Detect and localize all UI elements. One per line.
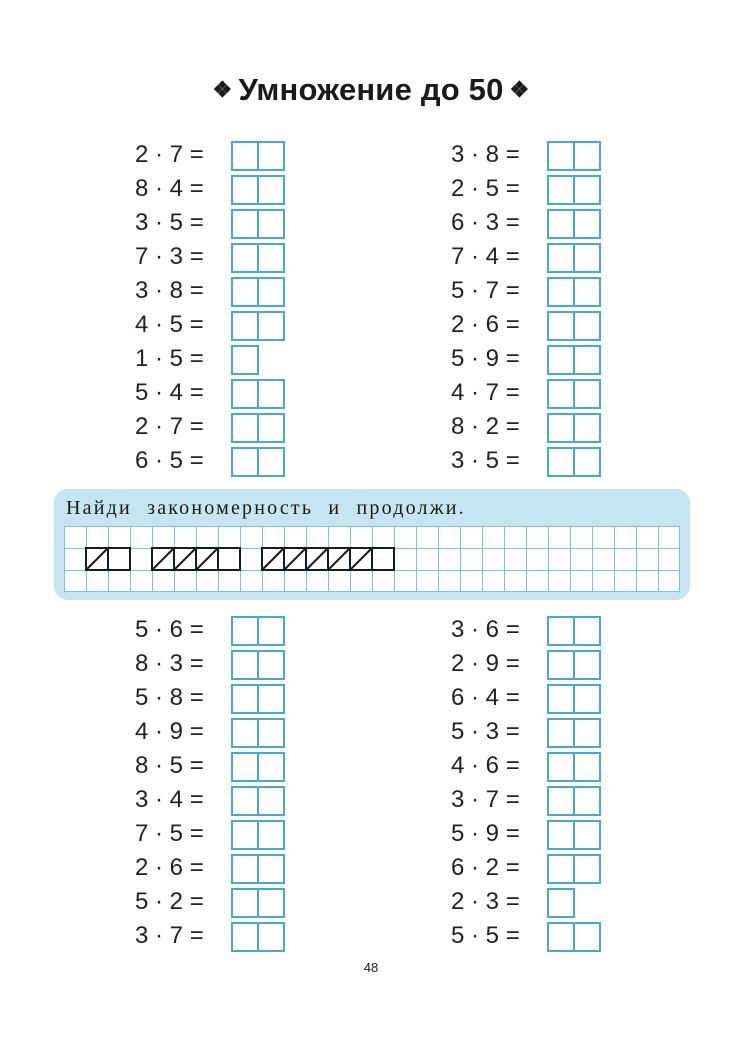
answer-cell[interactable]: [573, 413, 601, 443]
answer-cell[interactable]: [257, 616, 285, 646]
answer-cell[interactable]: [547, 616, 575, 646]
multiplication-expression: 3 · 5 =: [451, 447, 520, 474]
answer-cell[interactable]: [257, 820, 285, 850]
answer-boxes[interactable]: [231, 141, 285, 169]
answer-boxes[interactable]: [547, 854, 601, 882]
answer-boxes[interactable]: [547, 684, 601, 712]
answer-boxes[interactable]: [231, 243, 285, 271]
pattern-square: [372, 548, 394, 570]
answer-cell[interactable]: [257, 209, 285, 239]
multiplication-expression: 2 · 6 =: [451, 311, 520, 338]
multiplication-expression: 8 · 2 =: [451, 413, 520, 440]
pattern-slash: [86, 548, 108, 570]
answer-cell[interactable]: [547, 684, 575, 714]
answer-boxes[interactable]: [231, 175, 285, 203]
answer-cell[interactable]: [547, 379, 575, 409]
answer-cell[interactable]: [547, 854, 575, 884]
answer-boxes[interactable]: [231, 209, 285, 237]
multiplication-expression: 6 · 3 =: [451, 209, 520, 236]
answer-cell[interactable]: [257, 650, 285, 680]
answer-boxes[interactable]: [231, 345, 259, 373]
answer-cell[interactable]: [573, 379, 601, 409]
answer-cell[interactable]: [547, 311, 575, 341]
answer-cell[interactable]: [257, 243, 285, 273]
answer-cell[interactable]: [231, 413, 259, 443]
answer-cell[interactable]: [547, 650, 575, 680]
answer-cell[interactable]: [231, 684, 259, 714]
answer-cell[interactable]: [257, 277, 285, 307]
answer-boxes[interactable]: [547, 820, 601, 848]
answer-cell[interactable]: [573, 311, 601, 341]
answer-boxes[interactable]: [547, 243, 601, 271]
pattern-slash: [328, 548, 350, 570]
answer-cell[interactable]: [257, 447, 285, 477]
answer-cell[interactable]: [231, 379, 259, 409]
pattern-square: [108, 548, 130, 570]
answer-boxes[interactable]: [547, 379, 601, 407]
answer-cell[interactable]: [573, 209, 601, 239]
multiplication-expression: 2 · 7 =: [135, 413, 204, 440]
answer-cell[interactable]: [547, 413, 575, 443]
answer-cell[interactable]: [547, 820, 575, 850]
answer-boxes[interactable]: [547, 447, 601, 475]
pattern-slash: [174, 548, 196, 570]
answer-boxes[interactable]: [231, 413, 285, 441]
answer-boxes[interactable]: [231, 684, 285, 712]
multiplication-expression: 3 · 8 =: [135, 277, 204, 304]
answer-cell[interactable]: [547, 345, 575, 375]
multiplication-expression: 6 · 4 =: [451, 684, 520, 711]
answer-cell[interactable]: [573, 684, 601, 714]
answer-cell[interactable]: [547, 175, 575, 205]
multiplication-expression: 2 · 7 =: [135, 141, 204, 168]
pattern-task-panel: [54, 489, 690, 600]
answer-cell[interactable]: [573, 345, 601, 375]
answer-cell[interactable]: [547, 922, 575, 952]
multiplication-expression: 8 · 5 =: [135, 752, 204, 779]
pattern-slash: [284, 548, 306, 570]
answer-boxes[interactable]: [231, 820, 285, 848]
answer-cell[interactable]: [573, 141, 601, 171]
answer-boxes[interactable]: [547, 922, 601, 950]
multiplication-expression: 5 · 9 =: [451, 820, 520, 847]
answer-cell[interactable]: [231, 141, 259, 171]
multiplication-expression: 5 · 7 =: [451, 277, 520, 304]
pattern-slash: [152, 548, 174, 570]
answer-boxes[interactable]: [547, 888, 575, 916]
page-title-text: Умножение до 50: [238, 72, 504, 107]
answer-cell[interactable]: [231, 447, 259, 477]
answer-cell[interactable]: [231, 277, 259, 307]
answer-boxes[interactable]: [231, 718, 285, 746]
answer-cell[interactable]: [547, 752, 575, 782]
multiplication-expression: 7 · 4 =: [451, 243, 520, 270]
multiplication-expression: 5 · 9 =: [451, 345, 520, 372]
answer-cell[interactable]: [257, 379, 285, 409]
multiplication-expression: 8 · 4 =: [135, 175, 204, 202]
answer-cell[interactable]: [231, 616, 259, 646]
page-title: [0, 72, 742, 108]
answer-cell[interactable]: [573, 718, 601, 748]
pattern-slash: [196, 548, 218, 570]
multiplication-expression: 3 · 6 =: [451, 616, 520, 643]
answer-cell[interactable]: [257, 786, 285, 816]
answer-boxes[interactable]: [231, 752, 285, 780]
pattern-square: [218, 548, 240, 570]
answer-boxes[interactable]: [231, 311, 285, 339]
answer-cell[interactable]: [573, 922, 601, 952]
multiplication-expression: 3 · 5 =: [135, 209, 204, 236]
pattern-slash: [262, 548, 284, 570]
multiplication-expression: 6 · 2 =: [451, 854, 520, 881]
answer-cell[interactable]: [257, 888, 285, 918]
multiplication-expression: 5 · 8 =: [135, 684, 204, 711]
answer-cell[interactable]: [231, 752, 259, 782]
ornament-icon: ❖: [212, 77, 233, 102]
answer-cell[interactable]: [573, 786, 601, 816]
multiplication-expression: 5 · 5 =: [451, 922, 520, 949]
answer-cell[interactable]: [257, 922, 285, 952]
pattern-slash: [306, 548, 328, 570]
multiplication-expression: 1 · 5 =: [135, 345, 204, 372]
answer-cell[interactable]: [573, 243, 601, 273]
answer-boxes[interactable]: [547, 175, 601, 203]
answer-boxes[interactable]: [231, 616, 285, 644]
answer-boxes[interactable]: [547, 650, 601, 678]
answer-boxes[interactable]: [547, 277, 601, 305]
answer-cell[interactable]: [257, 752, 285, 782]
multiplication-expression: 5 · 2 =: [135, 888, 204, 915]
answer-boxes[interactable]: [231, 277, 285, 305]
answer-cell[interactable]: [573, 854, 601, 884]
multiplication-expression: 3 · 7 =: [451, 786, 520, 813]
answer-boxes[interactable]: [231, 650, 285, 678]
multiplication-expression: 4 · 7 =: [451, 379, 520, 406]
answer-boxes[interactable]: [547, 616, 601, 644]
answer-boxes[interactable]: [231, 854, 285, 882]
answer-cell[interactable]: [231, 888, 259, 918]
answer-cell[interactable]: [257, 684, 285, 714]
answer-cell[interactable]: [257, 141, 285, 171]
answer-cell[interactable]: [231, 854, 259, 884]
page-number: 48: [363, 960, 379, 975]
answer-cell[interactable]: [231, 311, 259, 341]
answer-cell[interactable]: [547, 209, 575, 239]
pattern-slash: [350, 548, 372, 570]
multiplication-expression: 6 · 5 =: [135, 447, 204, 474]
multiplication-expression: 3 · 8 =: [451, 141, 520, 168]
multiplication-expression: 7 · 3 =: [135, 243, 204, 270]
task-instruction: Найди закономерность и продолжи.: [66, 497, 466, 519]
answer-cell[interactable]: [257, 854, 285, 884]
answer-cell[interactable]: [573, 175, 601, 205]
answer-boxes[interactable]: [547, 718, 601, 746]
answer-cell[interactable]: [231, 650, 259, 680]
answer-cell[interactable]: [231, 820, 259, 850]
answer-cell[interactable]: [257, 718, 285, 748]
multiplication-expression: 2 · 5 =: [451, 175, 520, 202]
answer-cell[interactable]: [573, 447, 601, 477]
multiplication-expression: 2 · 3 =: [451, 888, 520, 915]
answer-cell[interactable]: [547, 888, 575, 918]
answer-boxes[interactable]: [547, 413, 601, 441]
multiplication-expression: 3 · 7 =: [135, 922, 204, 949]
multiplication-expression: 2 · 9 =: [451, 650, 520, 677]
answer-boxes[interactable]: [547, 311, 601, 339]
multiplication-expression: 4 · 6 =: [451, 752, 520, 779]
answer-cell[interactable]: [257, 413, 285, 443]
answer-cell[interactable]: [231, 243, 259, 273]
ornament-icon: ❖: [509, 77, 530, 102]
answer-boxes[interactable]: [547, 786, 601, 814]
multiplication-expression: 4 · 9 =: [135, 718, 204, 745]
answer-cell[interactable]: [547, 718, 575, 748]
pattern-grid[interactable]: [64, 526, 680, 592]
multiplication-expression: 5 · 6 =: [135, 616, 204, 643]
answer-cell[interactable]: [231, 345, 259, 375]
answer-cell[interactable]: [547, 786, 575, 816]
multiplication-expression: 4 · 5 =: [135, 311, 204, 338]
answer-boxes[interactable]: [231, 922, 285, 950]
answer-cell[interactable]: [231, 209, 259, 239]
answer-boxes[interactable]: [231, 786, 285, 814]
answer-cell[interactable]: [231, 786, 259, 816]
answer-cell[interactable]: [573, 277, 601, 307]
answer-cell[interactable]: [547, 141, 575, 171]
answer-boxes[interactable]: [547, 141, 601, 169]
answer-cell[interactable]: [573, 616, 601, 646]
multiplication-expression: 7 · 5 =: [135, 820, 204, 847]
answer-cell[interactable]: [231, 718, 259, 748]
answer-boxes[interactable]: [231, 379, 285, 407]
answer-boxes[interactable]: [231, 888, 285, 916]
answer-cell[interactable]: [231, 922, 259, 952]
answer-boxes[interactable]: [231, 447, 285, 475]
answer-cell[interactable]: [573, 820, 601, 850]
multiplication-expression: 5 · 3 =: [451, 718, 520, 745]
answer-cell[interactable]: [257, 311, 285, 341]
multiplication-expression: 3 · 4 =: [135, 786, 204, 813]
answer-cell[interactable]: [547, 243, 575, 273]
multiplication-expression: 2 · 6 =: [135, 854, 204, 881]
answer-boxes[interactable]: [547, 752, 601, 780]
multiplication-expression: 5 · 4 =: [135, 379, 204, 406]
answer-boxes[interactable]: [547, 209, 601, 237]
answer-cell[interactable]: [573, 752, 601, 782]
pattern-drawing: [64, 526, 680, 592]
multiplication-expression: 8 · 3 =: [135, 650, 204, 677]
answer-cell[interactable]: [573, 650, 601, 680]
answer-boxes[interactable]: [547, 345, 601, 373]
answer-cell[interactable]: [231, 175, 259, 205]
answer-cell[interactable]: [257, 175, 285, 205]
answer-cell[interactable]: [547, 277, 575, 307]
answer-cell[interactable]: [547, 447, 575, 477]
